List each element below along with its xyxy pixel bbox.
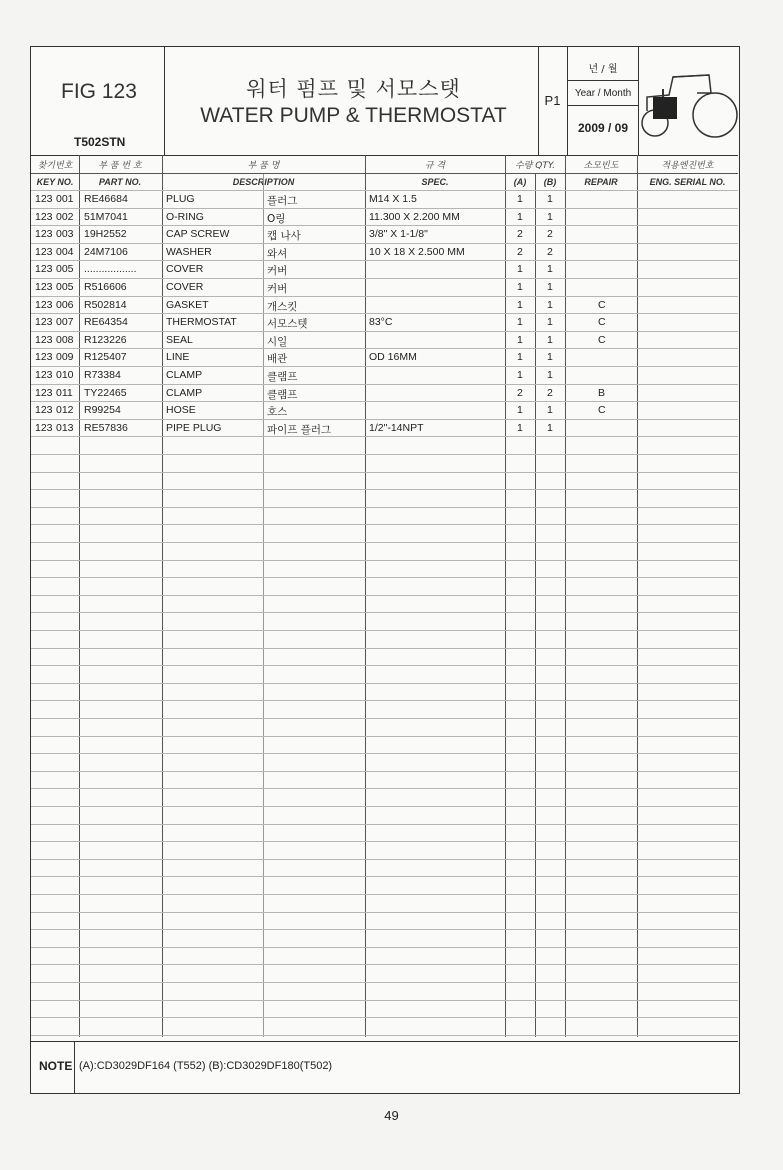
cell-qb: 1 [547,193,553,205]
cell-desc-ko: 캡 나사 [267,230,301,243]
cell-part: RE57836 [84,421,128,434]
cell-qb: 1 [547,404,553,417]
cell-desc-ko: 클램프 [267,371,298,383]
year-month-value: 2009 / 09 [577,121,629,135]
col-serial-ko: 적용엔진번호 [661,161,714,171]
cell-part: R516606 [84,281,127,293]
col-repair-ko: 소모빈도 [583,161,619,171]
cell-desc-ko: 커버 [267,265,288,278]
cell-qb: 2 [547,228,553,241]
cell-qb: 1 [547,298,553,311]
cell-fig: 123 [35,421,53,434]
cell-key: 005 [56,281,74,293]
cell-qa: 2 [517,228,523,241]
model-code: T502STN [74,135,126,149]
cell-spec: M14 X 1.5 [369,193,417,205]
cell-qb: 1 [547,421,553,434]
cell-qb: 2 [547,245,553,258]
table-row [31,190,738,208]
cell-qa: 1 [517,281,523,293]
cell-key: 001 [56,193,74,205]
col-part: PART NO. [98,177,142,187]
cell-desc-en: CLAMP [166,386,203,399]
page-number: 49 [384,1108,399,1123]
cell-qa: 1 [517,421,523,434]
cell-desc-ko: 와셔 [267,247,288,260]
col-qty-b: (B) [543,177,557,187]
cell-qa: 1 [517,298,523,311]
cell-qb: 1 [547,263,553,276]
tractor-icon [639,61,739,141]
cell-desc-ko: 배관 [267,353,288,366]
cell-qa: 1 [517,369,523,381]
cell-part: 19H2552 [84,228,127,241]
cell-desc-en: COVER [166,281,204,293]
table-row [31,366,738,384]
cell-key: 006 [56,298,74,311]
cell-fig: 123 [35,386,53,399]
table-row [31,348,738,366]
cell-key: 002 [56,210,74,223]
cell-part: R125407 [84,351,127,364]
col-desc-ko: 부 품 명 [247,161,280,171]
cell-repair: C [598,404,606,417]
cell-qb: 1 [547,333,553,346]
cell-qa: 1 [517,404,523,417]
cell-desc-en: GASKET [166,298,209,311]
cell-key: 009 [56,351,74,364]
page-code: P1 [544,93,561,108]
header-block [31,47,738,156]
cell-fig: 123 [35,245,53,258]
cell-part: RE46684 [84,193,128,205]
cell-key: 003 [56,228,74,241]
year-month-label-ko: 년 / 월 [588,64,618,75]
cell-qa: 2 [517,245,523,258]
note-label: NOTE [39,1059,73,1073]
cell-desc-ko: 시일 [267,335,288,348]
cell-desc-en: HOSE [166,404,196,417]
cell-desc-en: SEAL [166,333,193,346]
cell-qb: 2 [547,386,553,399]
cell-desc-ko: 파이프 플러그 [267,423,332,436]
cell-desc-en: O-RING [166,210,204,223]
cell-key: 008 [56,333,74,346]
col-serial: ENG. SERIAL NO. [649,177,726,187]
cell-key: 010 [56,369,74,381]
cell-fig: 123 [35,228,53,241]
cell-fig: 123 [35,404,53,417]
table-row [31,296,738,314]
cell-part: R73384 [84,369,121,381]
table-row [31,208,738,226]
cell-qa: 1 [517,193,523,205]
cell-spec: 10 X 18 X 2.500 MM [369,245,465,258]
col-qty-a: (A) [513,177,527,187]
cell-spec: 83°C [369,316,393,329]
cell-desc-ko: 서모스텟 [267,318,308,331]
table-row [31,331,738,349]
cell-part: TY22465 [84,386,127,399]
cell-desc-en: COVER [166,263,204,276]
cell-desc-en: CAP SCREW [166,228,230,241]
table-row [31,243,738,261]
cell-part: R502814 [84,298,127,311]
cell-desc-en: THERMOSTAT [166,316,237,329]
cell-desc-ko: O링 [267,212,286,225]
cell-repair: B [598,386,606,399]
cell-fig: 123 [35,316,53,329]
table-row [31,225,738,243]
cell-part: .................. [84,263,137,276]
col-key-ko: 찾기번호 [37,161,73,171]
cell-qa: 1 [517,351,523,364]
cell-fig: 123 [35,263,53,276]
cell-desc-ko: 호스 [267,406,288,419]
cell-qa: 2 [517,386,523,399]
fig-number: FIG 123 [61,80,137,103]
parts-list-sheet [30,46,740,1094]
cell-desc-en: WASHER [166,245,212,258]
table-row [31,419,738,437]
cell-fig: 123 [35,193,53,205]
title-korean: 워터 펌프 및 서모스탯 [246,77,461,101]
cell-repair: C [598,333,606,346]
year-month-label: Year / Month [574,88,632,99]
cell-spec: 1/2"-14NPT [369,421,424,434]
table-row [31,260,738,278]
col-part-ko: 부 품 번 호 [98,161,142,171]
cell-spec: 11.300 X 2.200 MM [369,210,460,223]
cell-fig: 123 [35,369,53,381]
col-desc: DESCRIPTION [232,177,295,187]
cell-qb: 1 [547,316,553,329]
cell-qa: 1 [517,263,523,276]
cell-part: R99254 [84,404,121,417]
cell-part: RE64354 [84,316,128,329]
cell-part: 24M7106 [84,245,128,258]
cell-fig: 123 [35,281,53,293]
cell-qb: 1 [547,281,553,293]
cell-qb: 1 [547,351,553,364]
cell-qb: 1 [547,369,553,381]
cell-desc-ko: 플러그 [267,195,298,207]
page-title: WATER PUMP & THERMOSTAT [200,104,507,127]
cell-fig: 123 [35,351,53,364]
cell-desc-ko: 클램프 [267,388,298,401]
cell-spec: 3/8" X 1-1/8" [369,228,428,241]
cell-key: 004 [56,245,74,258]
cell-qa: 1 [517,333,523,346]
col-spec: SPEC. [421,177,449,187]
cell-fig: 123 [35,333,53,346]
cell-qb: 1 [547,210,553,223]
cell-desc-en: PIPE PLUG [166,421,222,434]
col-key: KEY NO. [36,177,74,187]
cell-desc-ko: 개스킷 [267,300,298,313]
table-row [31,313,738,331]
table-row [31,384,738,402]
cell-qa: 1 [517,316,523,329]
col-qty-ko: 수량 QTY. [514,161,556,171]
cell-key: 013 [56,421,74,434]
note-block [31,1041,738,1093]
table-row [31,401,738,419]
cell-key: 007 [56,316,74,329]
cell-desc-ko: 커버 [267,283,288,295]
col-spec-ko: 규 격 [424,161,446,171]
cell-fig: 123 [35,298,53,311]
cell-repair: C [598,298,606,311]
cell-key: 005 [56,263,74,276]
note-text: (A):CD3029DF164 (T552) (B):CD3029DF180(T502) [79,1060,333,1072]
cell-desc-en: PLUG [166,193,195,205]
cell-fig: 123 [35,210,53,223]
cell-desc-en: CLAMP [166,369,203,381]
col-repair: REPAIR [584,177,618,187]
cell-key: 011 [56,386,73,399]
cell-key: 012 [56,404,74,417]
cell-part: 51M7041 [84,210,128,223]
cell-part: R123226 [84,333,127,346]
cell-desc-en: LINE [166,351,190,364]
cell-qa: 1 [517,210,523,223]
cell-repair: C [598,316,606,329]
parts-table [31,155,738,1037]
table-row [31,278,738,296]
cell-spec: OD 16MM [369,351,417,364]
